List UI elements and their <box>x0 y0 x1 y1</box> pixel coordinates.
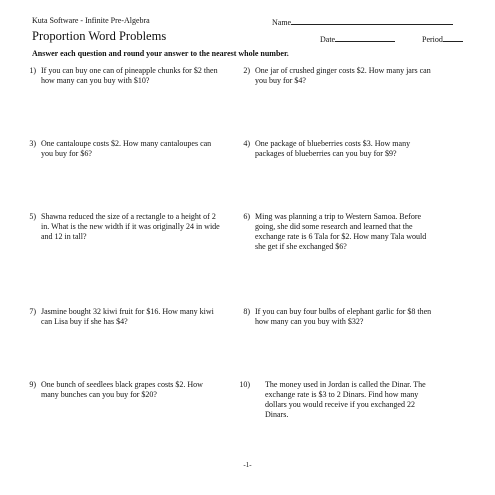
question-number: 5) <box>29 212 36 221</box>
question-text: If you can buy four bulbs of elephant garlic for $8 then how many can you buy with $32? <box>255 307 432 326</box>
software-credit: Kuta Software - Infinite Pre-Algebra <box>32 16 150 25</box>
question-text: Shawna reduced the size of a rectangle to a height of 2 in. What is the new width if it was originally 24 in wide and 12 in tall? <box>41 212 220 241</box>
name-blank[interactable] <box>291 16 453 25</box>
question-1 <box>22 66 222 106</box>
period-blank[interactable] <box>443 33 463 42</box>
date-label: Date <box>320 35 336 44</box>
question-2 <box>236 66 446 96</box>
date-blank[interactable] <box>335 33 395 42</box>
name-label: Name <box>272 18 292 27</box>
question-text: One bunch of seedlees black grapes costs $2. How many bunches can you buy for $20? <box>41 380 203 399</box>
question-number: 10) <box>239 380 250 389</box>
period-label: Period <box>422 35 443 44</box>
period-field[interactable] <box>422 33 463 44</box>
question-number: 8) <box>243 307 250 316</box>
question-text: The money used in Jordan is called the Dinar. The exchange rate is $3 to 2 Dinars. Find how many dollars you would receive if you exchanged 22 Dinars. <box>265 380 426 419</box>
question-number: 7) <box>29 307 36 316</box>
question-text: One package of blueberries costs $3. How many packages of blueberries can you buy for $9? <box>255 139 411 158</box>
question-10 <box>236 380 456 430</box>
worksheet-title: Proportion Word Problems <box>32 29 167 43</box>
question-number: 6) <box>243 212 250 221</box>
question-number: 3) <box>29 139 36 148</box>
instructions: Answer each question and round your answer to the nearest whole number. <box>32 49 289 58</box>
question-8 <box>236 307 446 347</box>
question-3 <box>22 139 222 169</box>
question-number: 2) <box>243 66 250 75</box>
name-field[interactable] <box>272 16 453 27</box>
question-number: 1) <box>29 66 36 75</box>
question-4 <box>236 139 446 179</box>
page-number: -1- <box>243 461 252 469</box>
question-text: If you can buy one can of pineapple chunks for $2 then how many can you buy with $10? <box>41 66 218 85</box>
question-7 <box>22 307 222 337</box>
question-5 <box>22 212 222 252</box>
date-field[interactable] <box>320 33 395 44</box>
question-number: 4) <box>243 139 250 148</box>
question-9 <box>22 380 222 410</box>
question-text: One jar of crushed ginger costs $2. How many jars can you buy for $4? <box>255 66 431 85</box>
question-text: Ming was planning a trip to Western Samoa. Before going, she did some research and learned that the exchange rate is 6 Tala for $2. How many Tala would she get if she exchanged $6? <box>255 212 427 251</box>
question-6 <box>236 212 446 262</box>
question-text: One cantaloupe costs $2. How many cantaloupes can you buy for $6? <box>41 139 212 158</box>
question-number: 9) <box>29 380 36 389</box>
question-text: Jasmine bought 32 kiwi fruit for $16. How many kiwi can Lisa buy if she has $4? <box>41 307 214 326</box>
